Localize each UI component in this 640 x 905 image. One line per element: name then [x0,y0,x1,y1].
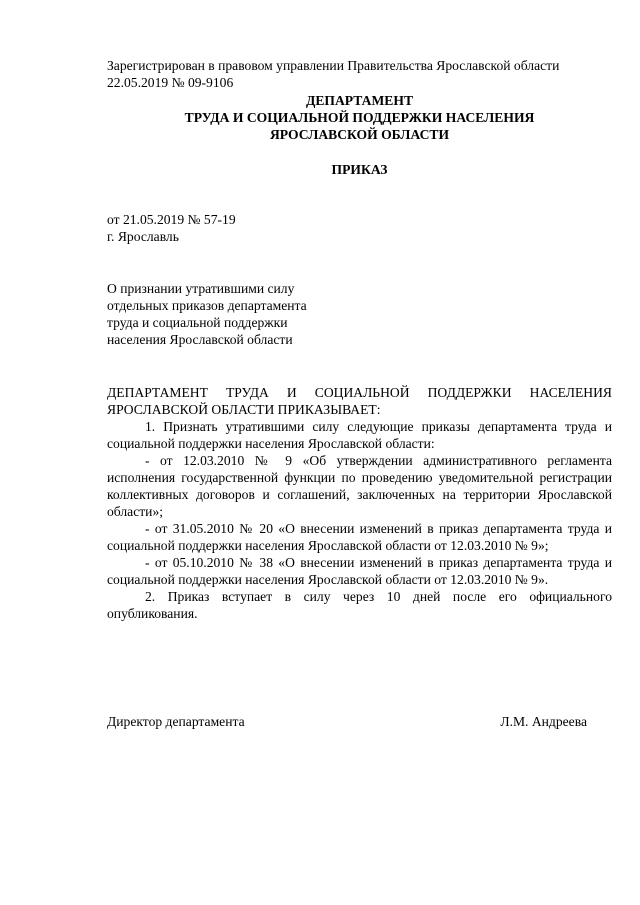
body-item-1: 1. Признать утратившими силу следующие приказы департамента труда и социальной поддержки населения Ярославской области: [107,419,612,451]
department-header [107,92,612,143]
body-intro: ДЕПАРТАМЕНТ ТРУДА И СОЦИАЛЬНОЙ ПОДДЕРЖКИ НАСЕЛЕНИЯ ЯРОСЛАВСКОЙ ОБЛАСТИ ПРИКАЗЫВАЕТ: [107,385,612,417]
subject-line: отдельных приказов департамента [107,298,307,313]
subject-line: труда и социальной поддержки [107,315,288,330]
signatory-position: Директор департамента [107,714,245,729]
order-body [107,384,612,622]
header-line-region: ЯРОСЛАВСКОЙ ОБЛАСТИ [269,127,450,142]
header-line-department-scope: ТРУДА И СОЦИАЛЬНОЙ ПОДДЕРЖКИ НАСЕЛЕНИЯ [184,110,535,125]
body-subitem-2: - от 31.05.2010 № 20 «О внесении изменений в приказ департамента труда и социальной поддержки населения Ярославской области от 12.03.2010 № 9»; [107,521,612,553]
registration-line: Зарегистрирован в правовом управлении Правительства Ярославской области [107,58,560,73]
registration-stamp [107,57,617,91]
order-subject [107,280,407,348]
body-item-2: 2. Приказ вступает в силу через 10 дней после его официального опубликования. [107,589,612,621]
order-date-number: от 21.05.2019 № 57-19 [107,212,236,227]
signature-block [107,713,587,730]
header-line-department: ДЕПАРТАМЕНТ [305,93,414,108]
registration-date-number: 22.05.2019 № 09-9106 [107,75,234,90]
document-type-title: ПРИКАЗ [331,162,388,177]
order-meta [107,211,407,245]
subject-line: О признании утратившими силу [107,281,295,296]
subject-line: населения Ярославской области [107,332,293,347]
order-city: г. Ярославль [107,229,179,244]
signatory-name: Л.М. Андреева [500,714,587,729]
body-subitem-1: - от 12.03.2010 № 9 «Об утверждении административного регламента исполнения государственной функции по проведению уведомительной регистрации коллективных договоров и соглашений, заключенных на территории Ярославской области»; [107,453,612,519]
body-subitem-3: - от 05.10.2010 № 38 «О внесении изменений в приказ департамента труда и социальной поддержки населения Ярославской области от 12.03.2010 № 9». [107,555,612,587]
